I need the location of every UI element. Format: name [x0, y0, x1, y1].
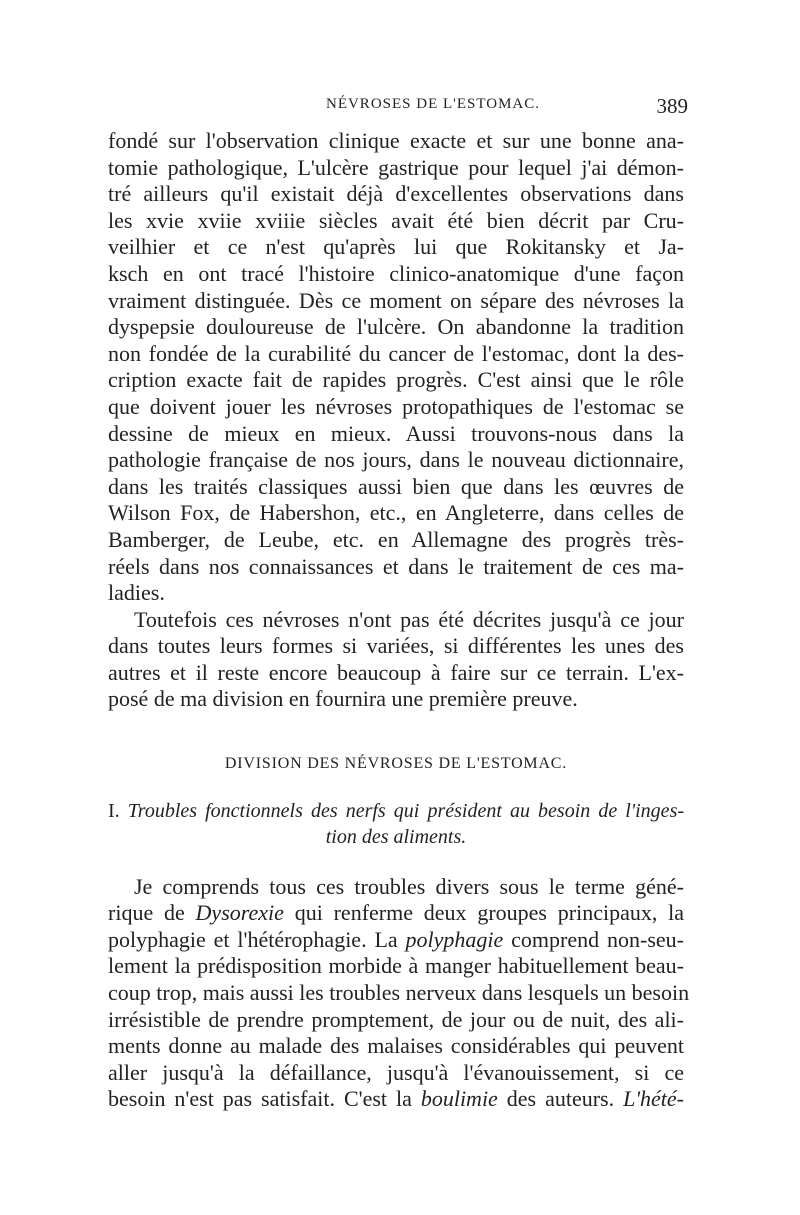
body-text	[108, 128, 690, 1113]
running-head	[108, 96, 688, 126]
text-line: Je comprends tous ces troubles divers sous le terme géné-	[134, 873, 684, 899]
subheading-numeral: I.	[108, 799, 120, 822]
italic-term-polyphagie: polyphagie	[405, 926, 504, 952]
text-line: pathologie française de nos jours, dans le nouveau dictionnaire,	[108, 447, 684, 473]
text-line	[108, 900, 684, 927]
text-line: autres et il reste encore beaucoup à faire sur ce terrain. L'ex-	[108, 659, 684, 685]
text-line: fondé sur l'observation clinique exacte et sur une bonne ana-	[108, 128, 684, 153]
text-line: réels dans nos connaissances et dans le traitement de ces ma-	[108, 553, 684, 579]
text-line: Toutefois ces névroses n'ont pas été décrites jusqu'à ce jour	[134, 606, 684, 632]
text-line: veilhier et ce n'est qu'après lui que Rokitansky et Ja-	[108, 234, 684, 260]
text-line: ments donne au malade des malaises considérables qui peuvent	[108, 1033, 684, 1059]
text-run: rique de	[108, 900, 196, 926]
paragraph-1	[108, 128, 684, 607]
text-run: qui renferme deux groupes principaux, la	[283, 900, 685, 926]
text-line: dyspepsie douloureuse de l'ulcère. On abandonne la tradition	[108, 314, 684, 340]
text-line: vraiment distinguée. Dès ce moment on sépare des névroses la	[108, 287, 684, 313]
section-heading: DIVISION DES NÉVROSES DE L'ESTOMAC.	[224, 755, 568, 773]
text-line: irrésistible de prendre promptement, de jour ou de nuit, des ali-	[108, 1006, 684, 1032]
text-line: ladies.	[108, 580, 165, 606]
italic-term-hetero: L'hété-	[623, 1086, 684, 1112]
italic-term-dysorexie: Dysorexie	[195, 900, 284, 926]
text-line: dans les traités classiques aussi bien que dans les œuvres de	[108, 473, 684, 499]
text-line: ksch en ont tracé l'histoire clinico-anatomique d'une façon	[108, 260, 684, 286]
text-run: comprend non-seu-	[503, 926, 684, 952]
text-line: tomie pathologique, L'ulcère gastrique pour lequel j'ai démon-	[108, 154, 684, 180]
running-title: NÉVROSES DE L'ESTOMAC.	[325, 96, 541, 112]
text-run: des auteurs.	[497, 1086, 624, 1112]
text-line: aller jusqu'à la défaillance, jusqu'à l'évanouissement, si ce	[108, 1059, 684, 1085]
text-line: non fondée de la curabilité du cancer de l'estomac, dont la des-	[108, 340, 684, 366]
text-line: cription exacte fait de rapides progrès. C'est ainsi que le rôle	[108, 367, 684, 393]
text-line: lement la prédisposition morbide à manger habituellement beau-	[108, 953, 684, 979]
subheading-text: Troubles fonctionnels des nerfs qui président au besoin de l'inges-	[127, 799, 685, 822]
page-number: 389	[656, 94, 688, 118]
text-run: polyphagie et l'hétérophagie. La	[108, 926, 406, 952]
text-line: coup trop, mais aussi les troubles nerveux dans lesquels un besoin	[108, 980, 690, 1006]
text-line: dans toutes leurs formes si variées, si différentes les unes des	[108, 633, 684, 659]
paragraph-3	[108, 873, 690, 1113]
text-line: tré ailleurs qu'il existait déjà d'excellentes observations dans	[108, 181, 684, 207]
text-line: que doivent jouer les névroses protopathiques de l'estomac se	[108, 393, 684, 419]
subheading-line-2: tion des aliments.	[325, 825, 467, 848]
text-line	[108, 1086, 684, 1113]
text-line: dessine de mieux en mieux. Aussi trouvons-nous dans la	[108, 420, 684, 446]
text-line	[108, 927, 684, 954]
text-line: Wilson Fox, de Habershon, etc., en Angleterre, dans celles de	[108, 500, 684, 526]
subheading	[108, 798, 684, 850]
text-line: les xvie xviie xviiie siècles avait été bien décrit par Cru-	[108, 207, 684, 233]
subheading-line	[108, 798, 684, 824]
text-run: besoin n'est pas satisfait. C'est la	[108, 1086, 421, 1112]
text-line: posé de ma division en fournira une première preuve.	[108, 686, 578, 712]
paragraph-2	[108, 607, 684, 713]
text-line: Bamberger, de Leube, etc. en Allemagne des progrès très-	[108, 526, 684, 552]
italic-term-boulimie: boulimie	[420, 1086, 498, 1112]
